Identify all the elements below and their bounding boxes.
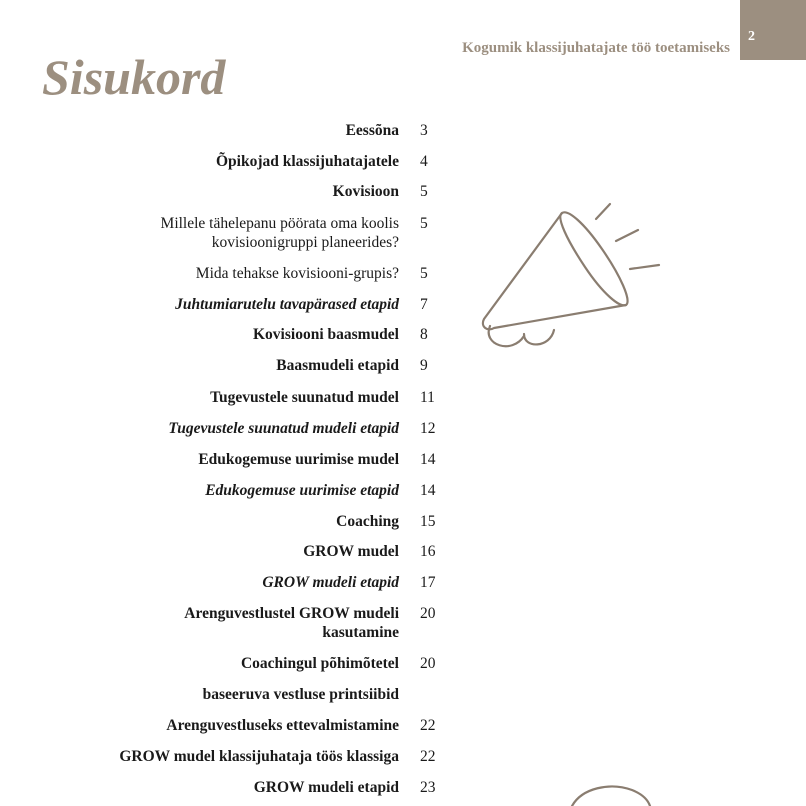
toc-entry-page: 8 (420, 326, 428, 343)
toc-entry-page: 14 (420, 482, 436, 499)
toc-entry-title: GROW mudel klassijuhataja töös klassiga (119, 748, 399, 765)
toc-entry-page: 23 (420, 779, 436, 796)
toc-entry-title: Õpikojad klassijuhatajatele (215, 153, 399, 170)
toc-entry-title: Arenguvestlustel GROW mudeli kasutamine (184, 605, 399, 641)
toc-entry-page: 5 (420, 215, 428, 232)
toc-entry-title: Kovisioon (332, 183, 399, 200)
toc-entry-title: Coachingul põhimõtetel (240, 655, 399, 672)
toc-entry-page: 5 (420, 183, 428, 200)
toc-entry-title: Edukogemuse uurimise etapid (205, 482, 399, 499)
circle-outline-icon (560, 780, 660, 806)
toc-entry-title: Tugevustele suunatud mudeli etapid (168, 420, 399, 437)
toc-entry-title: baseeruva vestluse printsiibid (202, 686, 399, 703)
toc-entry-title: Kovisiooni baasmudel (253, 326, 399, 343)
toc-entry-page: 14 (420, 451, 436, 468)
toc-entry-title: Eessõna (345, 122, 399, 139)
toc-entry-page: 20 (420, 605, 436, 622)
toc-entry-page: 11 (420, 389, 435, 406)
toc-entry-page: 4 (420, 153, 428, 170)
page-title: Sisukord (42, 49, 226, 105)
toc-entry-title: GROW mudeli etapid (262, 574, 399, 591)
toc-entry-title: Coaching (336, 513, 399, 530)
toc-entry-title: Arenguvestluseks ettevalmistamine (166, 717, 399, 734)
toc-entry-page: 16 (420, 543, 436, 560)
page-number: 2 (748, 29, 755, 44)
toc-entry-page: 7 (420, 296, 428, 313)
toc-entry-title: Baasmudeli etapid (276, 357, 399, 374)
toc-entry-title: Juhtumiarutelu tavapärased etapid (175, 296, 399, 313)
toc-entry-title: GROW mudeli etapid (253, 779, 399, 796)
toc-entry-title: GROW mudel (303, 543, 399, 560)
running-header: Kogumik klassijuhatajate töö toetamiseks (462, 40, 730, 56)
toc-entry-page: 17 (420, 574, 436, 591)
toc-entry-page: 3 (420, 122, 428, 139)
toc-entry-title: Millele tähelepanu pöörata oma koolis kovisioonigruppi planeerides? (160, 215, 399, 251)
toc-entry-page: 12 (420, 420, 436, 437)
toc-entry-title: Tugevustele suunatud mudel (210, 389, 399, 406)
toc-entry-page: 22 (420, 748, 436, 765)
megaphone-icon (470, 195, 670, 365)
toc-entry-page: 22 (420, 717, 436, 734)
toc-entry-page: 9 (420, 357, 428, 374)
toc-entry-page: 20 (420, 655, 436, 672)
toc-entry-page: 15 (420, 513, 436, 530)
toc-entry-page: 5 (420, 265, 428, 282)
toc-entry-title: Edukogemuse uurimise mudel (198, 451, 399, 468)
toc-entry-title: Mida tehakse kovisiooni-grupis? (195, 265, 399, 282)
